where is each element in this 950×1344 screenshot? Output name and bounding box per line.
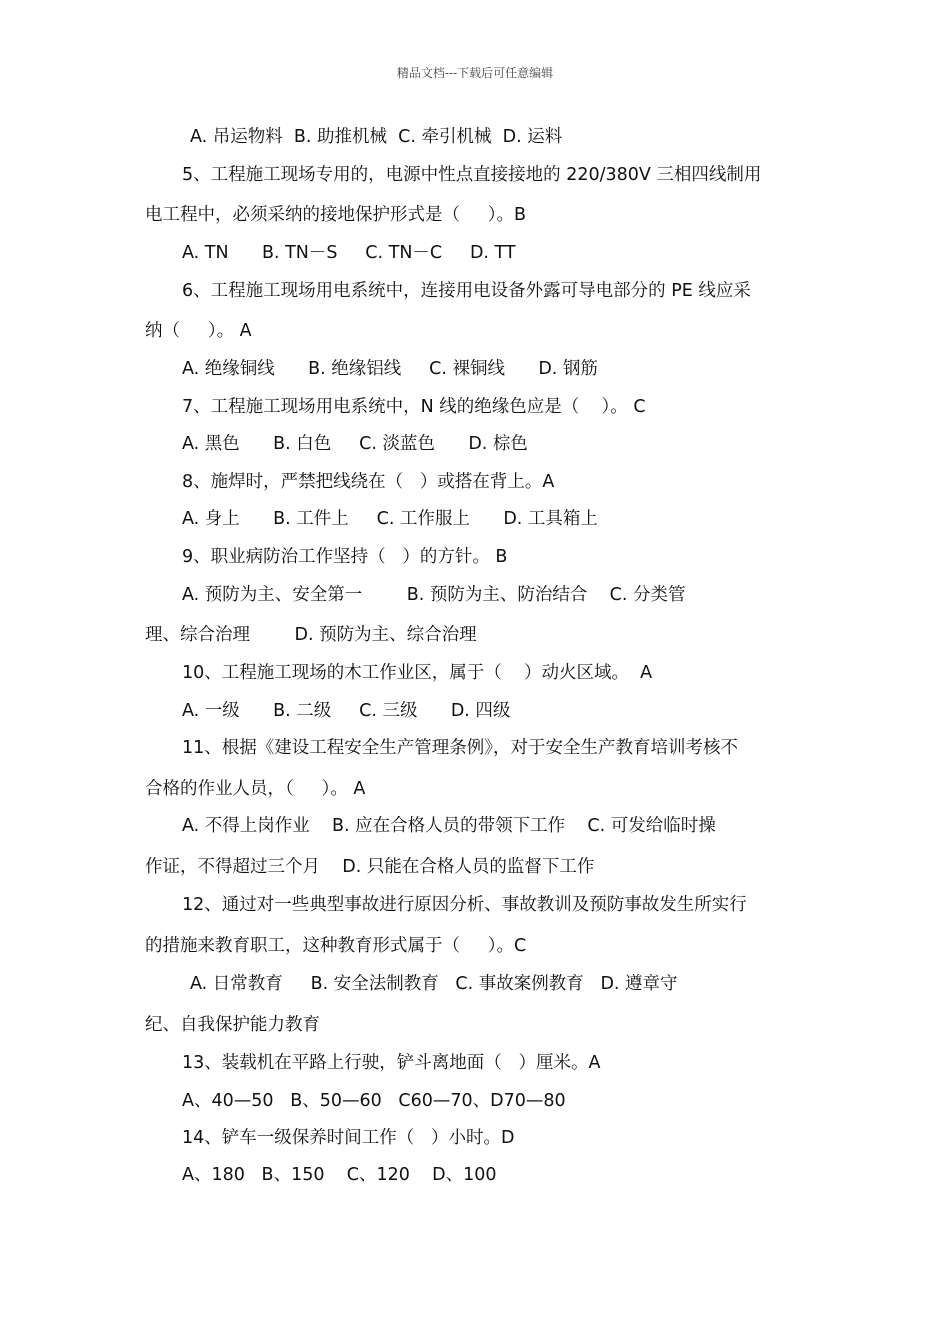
- text-line: A. TN B. TN－S C. TN－C D. TT: [182, 243, 516, 263]
- text-line: A. 预防为主、安全第一 B. 预防为主、防治结合 C. 分类管: [182, 585, 686, 605]
- text-line: A. 不得上岗作业 B. 应在合格人员的带领下工作 C. 可发给临时操: [182, 816, 716, 836]
- text-line: A、180 B、150 C、120 D、100: [182, 1165, 497, 1185]
- text-line: A. 身上 B. 工件上 C. 工作服上 D. 工具箱上: [182, 509, 598, 529]
- text-line: 13、装载机在平路上行驶，铲斗离地面（ ）厘米。A: [182, 1053, 601, 1073]
- text-line: 的措施来教育职工，这种教育形式属于（ ）。C: [145, 936, 527, 956]
- text-line: A. 绝缘铜线 B. 绝缘铝线 C. 裸铜线 D. 钢筋: [182, 359, 598, 379]
- text-line: 合格的作业人员，（ ）。 A: [145, 779, 366, 799]
- text-line: 7、工程施工现场用电系统中，N 线的绝缘色应是（ ）。 C: [182, 397, 646, 417]
- text-line: A. 一级 B. 二级 C. 三级 D. 四级: [182, 701, 511, 721]
- text-line: 作证，不得超过三个月 D. 只能在合格人员的监督下工作: [145, 857, 595, 877]
- text-line: 电工程中，必须采纳的接地保护形式是（ ）。B: [145, 205, 527, 225]
- page-header: 精品文档---下载后可任意编辑: [396, 66, 554, 80]
- text-line: 6、工程施工现场用电系统中，连接用电设备外露可导电部分的 PE 线应采: [182, 281, 751, 301]
- text-line: 纳（ ）。 A: [145, 321, 252, 341]
- text-line: 12、通过对一些典型事故进行原因分析、事故教训及预防事故发生所实行: [182, 895, 747, 915]
- text-line: 理、综合治理 D. 预防为主、综合治理: [145, 625, 477, 645]
- text-line: 11、根据《建设工程安全生产管理条例》，对于安全生产教育培训考核不: [182, 738, 739, 758]
- text-line: 5、工程施工现场专用的，电源中性点直接接地的 220/380V 三相四线制用: [182, 165, 762, 185]
- text-line: 9、职业病防治工作坚持（ ）的方针。 B: [182, 547, 508, 567]
- text-line: 10、工程施工现场的木工作业区，属于（ ）动火区域。 A: [182, 663, 653, 683]
- text-line: 纪、自我保护能力教育: [145, 1015, 320, 1035]
- text-line: A. 吊运物料 B. 助推机械 C. 牵引机械 D. 运料: [190, 127, 563, 147]
- text-line: A. 黑色 B. 白色 C. 淡蓝色 D. 棕色: [182, 434, 528, 454]
- text-line: 8、施焊时，严禁把线绕在（ ）或搭在背上。A: [182, 472, 555, 492]
- text-line: 14、铲车一级保养时间工作（ ）小时。D: [182, 1128, 515, 1148]
- text-line: A. 日常教育 B. 安全法制教育 C. 事故案例教育 D. 遵章守: [190, 974, 678, 994]
- text-line: A、40—50 B、50—60 C60—70、D70—80: [182, 1091, 566, 1111]
